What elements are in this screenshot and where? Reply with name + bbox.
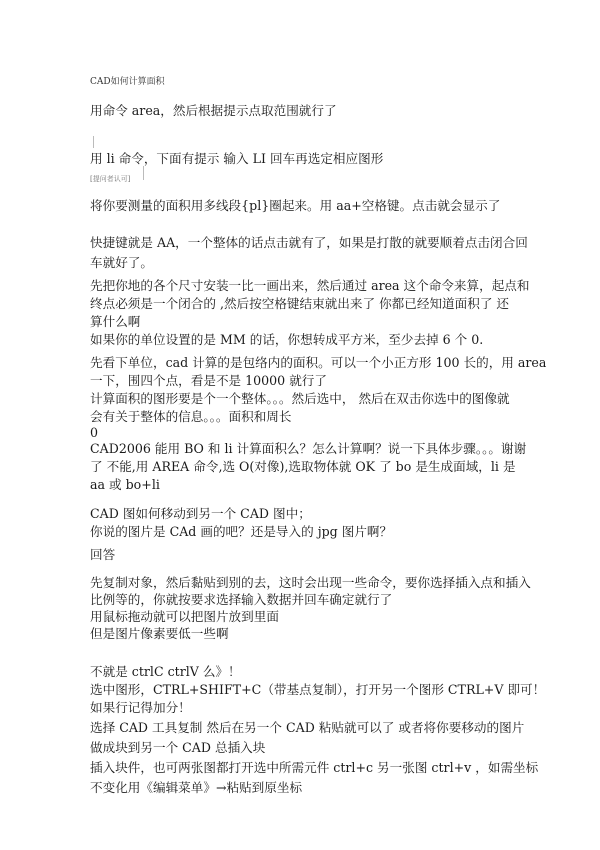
document-title: CAD如何计算面积 [90, 77, 165, 87]
paragraph-line: 如果行记得加分！ [90, 700, 191, 715]
paragraph-line: CAD2006 能用 BO 和 li 计算面积么？怎么计算啊？说一下具体步骤。。。谢谢 [90, 441, 527, 456]
answer-area-command: 用命令 area，然后根据提示点取范围就行了 [90, 103, 337, 118]
paragraph-line: 不变化用《编辑菜单》→粘贴到原坐标 [90, 780, 303, 795]
paragraph-line: 计算面积的图形要是个一个整体。。。然后选中， 然后在双击你选中的图像就 [90, 391, 510, 406]
paragraph-line: 算什么啊 [90, 314, 141, 329]
paragraph-line: 用鼠标拖动就可以把图片放到里面 [90, 609, 279, 624]
paragraph-line: 了 不能,用 AREA 命令,选 O(对像),选取物体就 OK 了 bo 是生成面域，li 是 [90, 459, 516, 474]
paragraph-line: 先复制对象，然后黏贴到别的去，这时会出现一些命令，要你选择插入点和插入 [90, 575, 531, 590]
answer-pl-aa: 将你要测量的面积用多线段{pl}圈起来。用 aa+空格键。点击就会显示了 [90, 198, 501, 213]
paragraph-line: 一下，围四个点，看是不是 10000 就行了 [90, 373, 327, 388]
paragraph-line: 如果你的单位设置的是 MM 的话，你想转成平方米，至少去掉 6 个 0. [90, 332, 484, 347]
paragraph-line: 终点必须是一个闭合的 ,然后按空格键结束就出来了 你都已经知道面积了 还 [90, 296, 510, 311]
paragraph-line: CAD 图如何移动到另一个 CAD 图中； [90, 506, 311, 521]
paragraph-line: 0 [90, 425, 99, 440]
paragraph-line: 你说的图片是 CAd 画的吧？还是导入的 jpg 图片啊？ [90, 524, 393, 539]
paragraph-line: 先看下单位，cad 计算的是包络内的面积。可以一个小正方形 100 长的，用 area [90, 355, 547, 370]
answer-label: 回答 [90, 547, 116, 562]
accepted-note: [提问者认可] [90, 175, 131, 183]
paragraph-line: 选择 CAD 工具复制 然后在另一个 CAD 粘贴就可以了 或者将你要移动的图片 [90, 720, 525, 735]
paragraph-line: 不就是 ctrlC ctrlV 么》！ [90, 664, 241, 679]
paragraph-line: 做成块到另一个 CAD 总插入块 [90, 740, 266, 755]
paragraph-line: aa 或 bo+li [90, 477, 160, 492]
divider-mark [143, 166, 144, 180]
paragraph-line: 但是图片像素要低一些啊 [90, 626, 229, 641]
paragraph-line: 比例等的，你就按要求选择输入数据并回车确定就行了 [90, 592, 393, 607]
answer-li-command: 用 li 命令，下面有提示 输入 LI 回车再选定相应图形 [90, 151, 384, 166]
paragraph-line: 插入块件，也可两张图都打开选中所需元件 ctrl+c 另一张图 ctrl+v ，如需坐标 [90, 760, 539, 775]
paragraph-line: 车就好了。 [90, 255, 153, 270]
paragraph-line: 快捷键就是 AA，一个整体的话点击就有了，如果是打散的就要顺着点击闭合回 [90, 235, 528, 250]
divider-mark [93, 136, 94, 148]
paragraph-line: 选中图形，CTRL+SHIFT+C（带基点复制），打开另一个图形 CTRL+V 即可！ [90, 682, 546, 697]
paragraph-line: 先把你地的各个尺寸安装一比一画出来，然后通过 area 这个命令来算，起点和 [90, 278, 530, 293]
paragraph-line: 会有关于整体的信息。。。面积和周长 [90, 409, 292, 424]
